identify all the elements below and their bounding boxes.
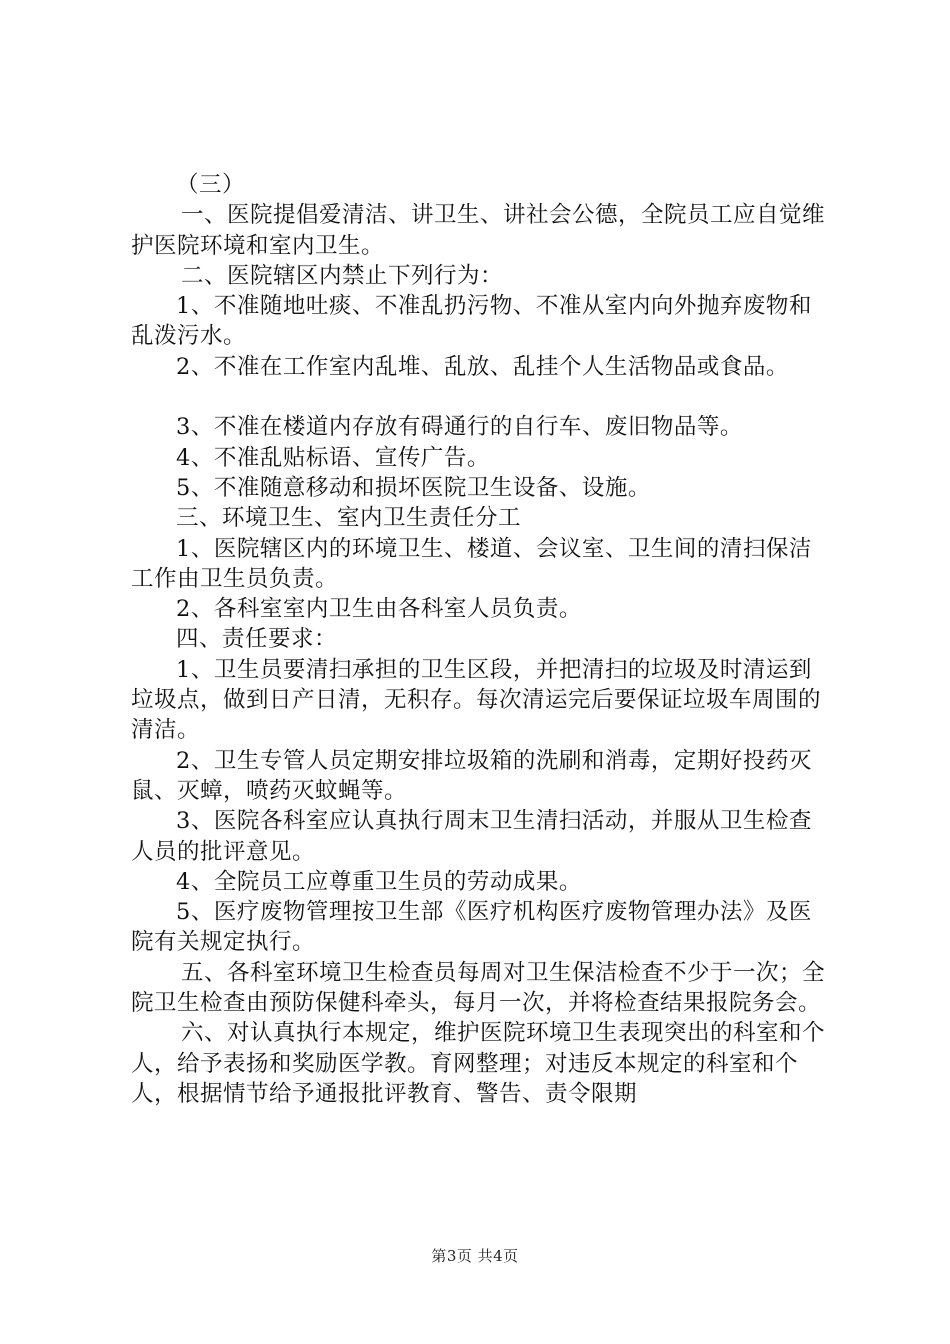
paragraph-item-6: 六、对认真执行本规定，维护医院环境卫生表现突出的科室和个人，给予表扬和奖励医学教。育网整理；对违反本规定的科室和个人，根据情节给予通报批评教育、警告、责令限期 (131, 1020, 826, 1107)
page-footer: 第3页 共4页 (431, 1247, 519, 1265)
paragraph-requirement-4: 4、全院员工应尊重卫生员的劳动成果。 (176, 868, 582, 895)
paragraph-requirement-1: 1、卫生员要清扫承担的卫生区段，并把清扫的垃圾及时清运到垃圾点，做到日产日清，无积存。每次清运完后要保证垃圾车周围的清洁。 (131, 656, 822, 744)
paragraph-requirement-3: 3、医院各科室应认真执行周末卫生清扫活动，并服从卫生检查人员的批评意见。 (131, 808, 812, 865)
paragraph-prohibition-1: 1、不准随地吐痰、不准乱扔污物、不准从室内向外抛弃废物和乱泼污水。 (131, 293, 812, 350)
paragraph-item-1: 一、医院提倡爱清洁、讲卫生、讲社会公德，全院员工应自觉维护医院环境和室内卫生。 (131, 202, 826, 259)
paragraph-section-marker: （三） (176, 172, 246, 198)
paragraph-prohibition-5: 5、不准随意移动和损坏医院卫生设备、设施。 (176, 474, 651, 501)
paragraph-prohibition-4: 4、不准乱贴标语、宣传广告。 (176, 444, 490, 471)
blank-line (131, 382, 831, 412)
paragraph-prohibition-2: 2、不准在工作室内乱堆、乱放、乱挂个人生活物品或食品。 (176, 353, 789, 380)
paragraph-duty-1: 1、医院辖区内的环境卫生、楼道、会议室、卫生间的清扫保洁工作由卫生员负责。 (131, 535, 812, 592)
paragraph-item-2: 二、医院辖区内禁止下列行为： (181, 262, 504, 289)
paragraph-item-5: 五、各科室环境卫生检查员每周对卫生保洁检查不少于一次；全院卫生检查由预防保健科牵头，每月一次，并将检查结果报院务会。 (131, 959, 826, 1017)
paragraph-requirement-5: 5、医疗废物管理按卫生部《医疗机构医疗废物管理办法》及医院有关规定执行。 (131, 899, 812, 956)
paragraph-item-4: 四、责任要求： (176, 626, 338, 653)
paragraph-duty-2: 2、各科室室内卫生由各科室人员负责。 (176, 596, 582, 623)
paragraph-prohibition-3: 3、不准在楼道内存放有碍通行的自行车、废旧物品等。 (176, 414, 743, 441)
paragraph-item-3: 三、环境卫生、室内卫生责任分工 (176, 505, 522, 532)
document-body (131, 170, 831, 1109)
paragraph-requirement-2: 2、卫生专管人员定期安排垃圾箱的洗刷和消毒，定期好投药灭鼠、灭蟑，喷药灭蚊蝇等。 (131, 747, 812, 804)
